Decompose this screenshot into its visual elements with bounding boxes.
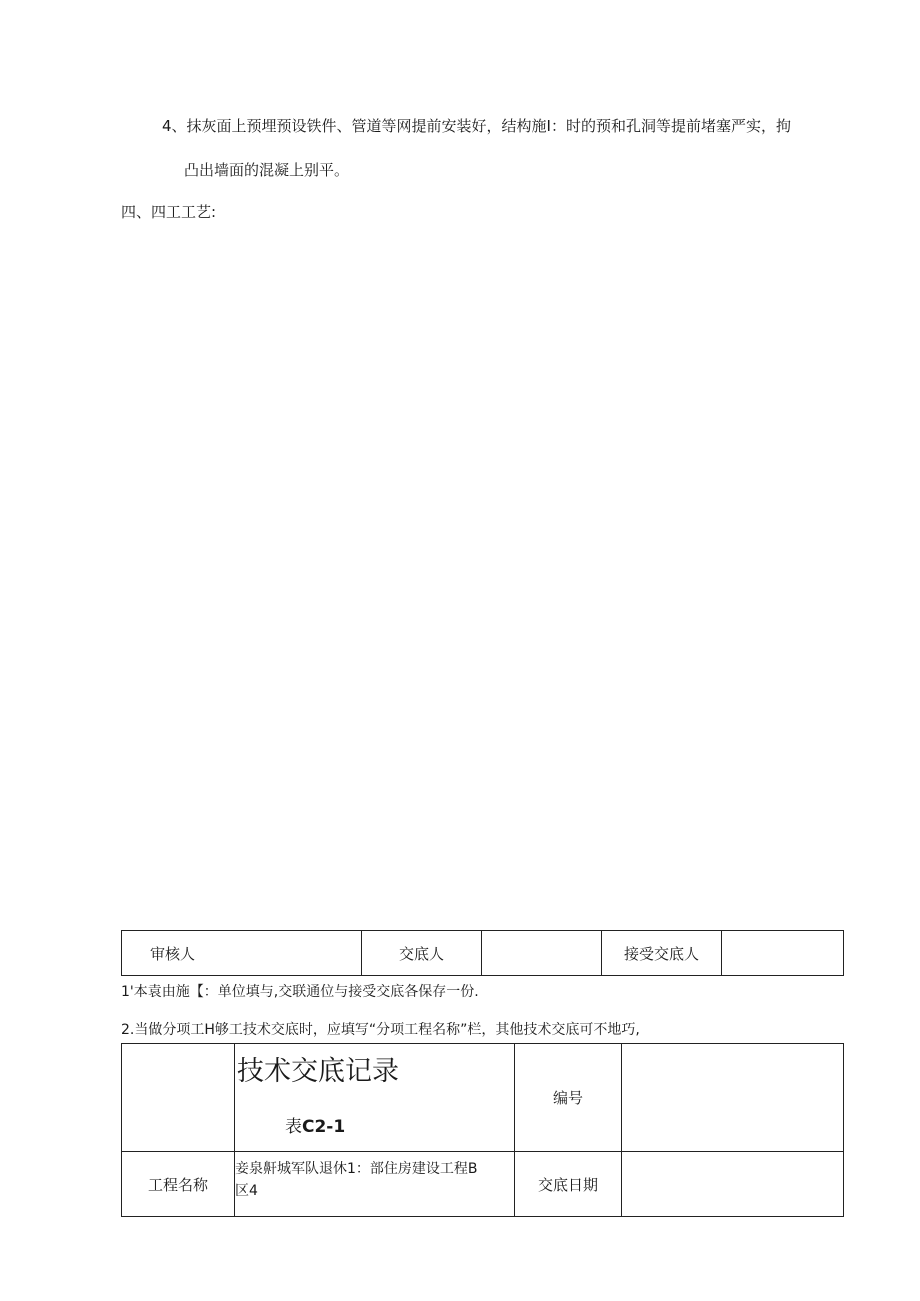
form-title-cell xyxy=(235,1044,515,1152)
receiver-label: 接受交底人 xyxy=(602,931,722,976)
disclosure-date-label: 交底日期 xyxy=(515,1152,622,1217)
reviewer-label: 审核人 xyxy=(122,931,362,976)
project-name-line-1: 妾泉鼾城军队退休1：部住房建设工程B xyxy=(235,1161,478,1177)
note-1: 1'本袁由施【：单位填与,交联通位与接受交底各保存一份. xyxy=(121,984,479,1000)
form-code-value: C2-1 xyxy=(302,1117,346,1137)
discloser-value xyxy=(482,931,602,976)
disclosure-record-table xyxy=(121,1043,844,1217)
number-value xyxy=(622,1044,844,1152)
disclosure-date-value xyxy=(622,1152,844,1217)
item-4-line-1: 4、抹灰面上预埋预设铁件、管道等网提前安装好，结构施I：时的预和孔洞等提前堵塞严实，拘 xyxy=(162,117,791,135)
project-name-cell xyxy=(235,1152,515,1217)
form-code-prefix: 表 xyxy=(285,1117,302,1137)
number-label: 编号 xyxy=(515,1044,622,1152)
form-code xyxy=(285,1112,514,1137)
form-title: 技术交底记录 xyxy=(237,1056,399,1087)
receiver-value xyxy=(722,931,844,976)
project-name-line-2: 区4 xyxy=(235,1183,258,1199)
project-name-label: 工程名称 xyxy=(122,1152,235,1217)
discloser-label: 交底人 xyxy=(362,931,482,976)
section-4-heading: 四、四工工艺: xyxy=(121,203,217,221)
signature-table xyxy=(121,930,844,976)
blank-cell xyxy=(122,1044,235,1152)
note-2: 2.当做分项工H够工技术交底时，应填写“分项工程名称”栏，其他技术交底可不地巧, xyxy=(121,1022,640,1038)
item-4-line-2: 凸出墙面的混凝上别平。 xyxy=(184,161,350,179)
